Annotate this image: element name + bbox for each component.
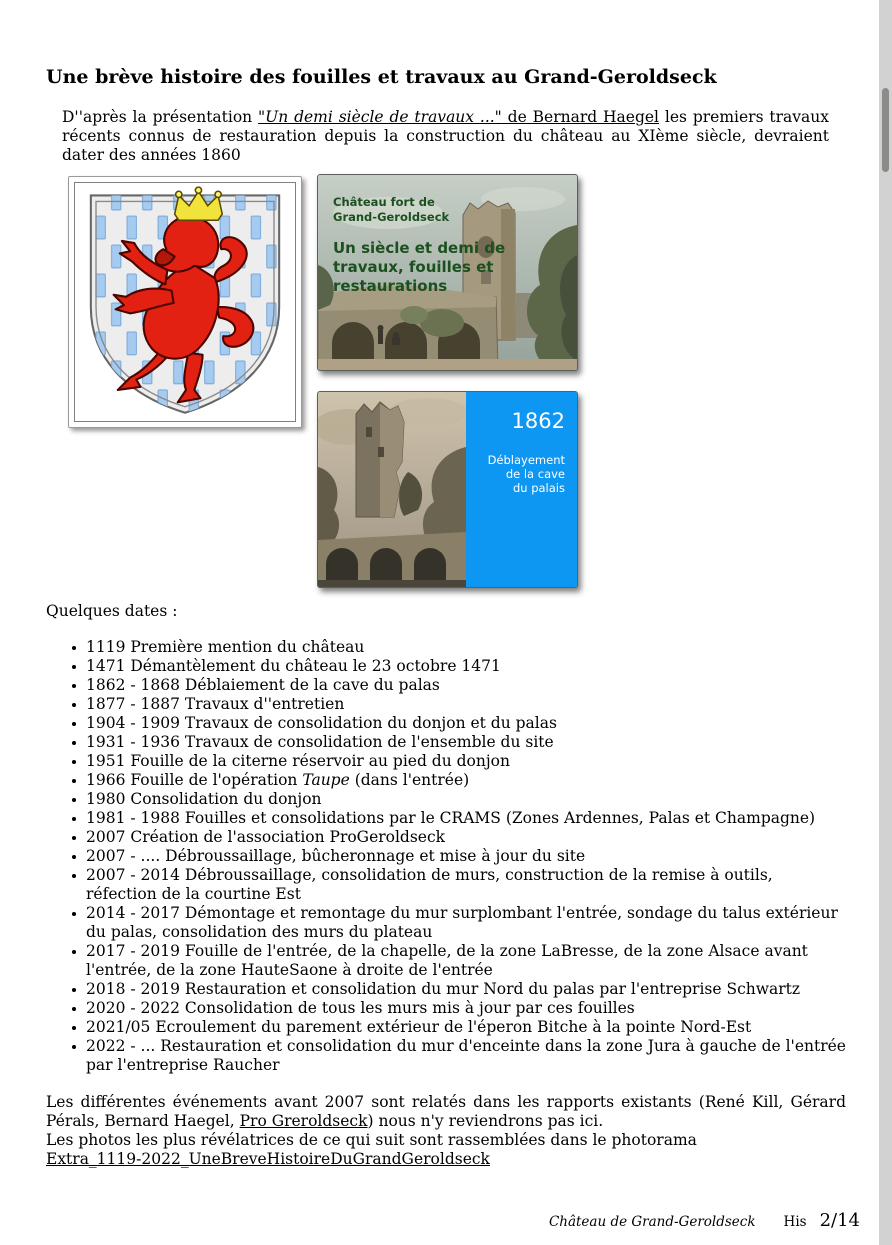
date-item: 2014 - 2017 Démontage et remontage du mur surplombant l'entrée, sondage du talus extérieur du palas, consolidation des murs du plateau bbox=[86, 904, 846, 942]
outro-text-post: ) nous n'y reviendrons pas ici. bbox=[367, 1112, 604, 1130]
slide-image-title bbox=[317, 174, 578, 371]
slide1-kicker-line2: Grand-Geroldseck bbox=[333, 210, 450, 224]
coat-of-arms-image bbox=[68, 176, 302, 428]
date-item: 1471 Démantèlement du château le 23 octobre 1471 bbox=[86, 657, 846, 676]
tower-engraving-graphic bbox=[356, 402, 404, 517]
footer-book-title: Château de Grand-Geroldseck bbox=[548, 1214, 756, 1230]
presentation-link-title: "Un demi siècle de travaux ..." bbox=[258, 108, 502, 126]
scrollbar-track[interactable] bbox=[879, 0, 892, 1245]
date-item: 2007 - 2014 Débroussaillage, consolidation de murs, construction de la remise à outils, réfection de la courtine Est bbox=[86, 866, 846, 904]
date-item: 1862 - 1868 Déblaiement de la cave du palas bbox=[86, 676, 846, 695]
presentation-link-author: de Bernard Haegel bbox=[501, 108, 660, 126]
coat-of-arms-inner-frame bbox=[74, 182, 296, 422]
date-item: 1981 - 1988 Fouilles et consolidations par le CRAMS (Zones Ardennes, Palas et Champagne) bbox=[86, 809, 846, 828]
outro-paragraph-1 bbox=[46, 1093, 846, 1131]
arches-engraving-graphic bbox=[318, 532, 466, 587]
date-item: 2018 - 2019 Restauration et consolidation du mur Nord du palas par l'entreprise Schwartz bbox=[86, 980, 846, 999]
outro-paragraph-2 bbox=[46, 1131, 846, 1169]
coat-of-arms-svg bbox=[75, 183, 295, 421]
slide1-svg bbox=[318, 175, 577, 370]
dates-list bbox=[46, 638, 846, 1075]
date-item: 1951 Fouille de la citerne réservoir au pied du donjon bbox=[86, 752, 846, 771]
intro-text-suffix: les premiers travaux récents connus de restauration depuis la construction du château au XIème siècle, devraient dater des années 1860 bbox=[62, 108, 830, 164]
date-item: 1931 - 1936 Travaux de consolidation de l'ensemble du site bbox=[86, 733, 846, 752]
date-item: 2007 - .... Débroussaillage, bûcheronnage et mise à jour du site bbox=[86, 847, 846, 866]
slide1-title-line2: travaux, fouilles et bbox=[333, 258, 494, 276]
date-item: 1980 Consolidation du donjon bbox=[86, 790, 846, 809]
lion-crown bbox=[175, 187, 223, 220]
dates-heading: Quelques dates : bbox=[46, 602, 178, 620]
footer-page-number: 2/14 bbox=[819, 1210, 860, 1231]
date-item: 1119 Première mention du château bbox=[86, 638, 846, 657]
slide1-kicker-line1: Château fort de bbox=[333, 195, 435, 209]
date-item: 1877 - 1887 Travaux d''entretien bbox=[86, 695, 846, 714]
date-item: 2007 Création de l'association ProGeroldseck bbox=[86, 828, 846, 847]
arches-graphic bbox=[318, 285, 498, 370]
outro-photorama-text: Les photos les plus révélatrices de ce qui suit sont rassemblées dans le photorama bbox=[46, 1131, 697, 1149]
slide2-caption-line2: de la cave bbox=[505, 467, 565, 481]
date-item: 2017 - 2019 Fouille de l'entrée, de la chapelle, de la zone LaBresse, de la zone Alsace avant l'entrée, de la zone HauteSaone à droite de l'entrée bbox=[86, 942, 846, 980]
date-item: 2022 - ... Restauration et consolidation du mur d'enceinte dans la zone Jura à gauche de l'entrée par l'entreprise Raucher bbox=[86, 1037, 846, 1074]
date-item: 2020 - 2022 Consolidation de tous les murs mis à jour par ces fouilles bbox=[86, 999, 846, 1018]
intro-text-prefix: D''après la présentation bbox=[62, 108, 259, 126]
photorama-link[interactable]: Extra_1119-2022_UneBreveHistoireDuGrandGeroldseck bbox=[46, 1150, 490, 1168]
pro-geroldseck-link[interactable]: Pro Greroldseck bbox=[239, 1112, 368, 1130]
presentation-link[interactable] bbox=[258, 108, 659, 126]
intro-paragraph bbox=[62, 108, 829, 165]
date-item: 2021/05 Ecroulement du parement extérieur de l'éperon Bitche à la pointe Nord-Est bbox=[86, 1018, 846, 1037]
slide2-year: 1862 bbox=[511, 409, 565, 433]
slide2-caption-line3: du palais bbox=[512, 481, 565, 495]
slide1-title-line1: Un siècle et demi de bbox=[333, 239, 506, 257]
date-item: 1904 - 1909 Travaux de consolidation du donjon et du palas bbox=[86, 714, 846, 733]
date-item: 1966 Fouille de l'opération Taupe (dans l'entrée) bbox=[86, 771, 846, 790]
slide1-title-line3: restaurations bbox=[333, 277, 448, 295]
scrollbar-thumb[interactable] bbox=[882, 88, 889, 172]
outro-text-pre: Les différentes événements avant 2007 sont relatés dans les rapports existants (René Kill, Gérard Pérals, Bernard Haegel, bbox=[46, 1093, 846, 1130]
page-title: Une brève histoire des fouilles et travaux au Grand-Geroldseck bbox=[46, 66, 717, 88]
figures-area bbox=[46, 174, 846, 586]
slide-image-1862 bbox=[317, 391, 578, 588]
footer-section: His bbox=[783, 1214, 807, 1230]
slide2-svg bbox=[318, 392, 577, 587]
slide2-caption-line1: Déblayement bbox=[487, 453, 565, 467]
page-footer bbox=[549, 1210, 860, 1231]
